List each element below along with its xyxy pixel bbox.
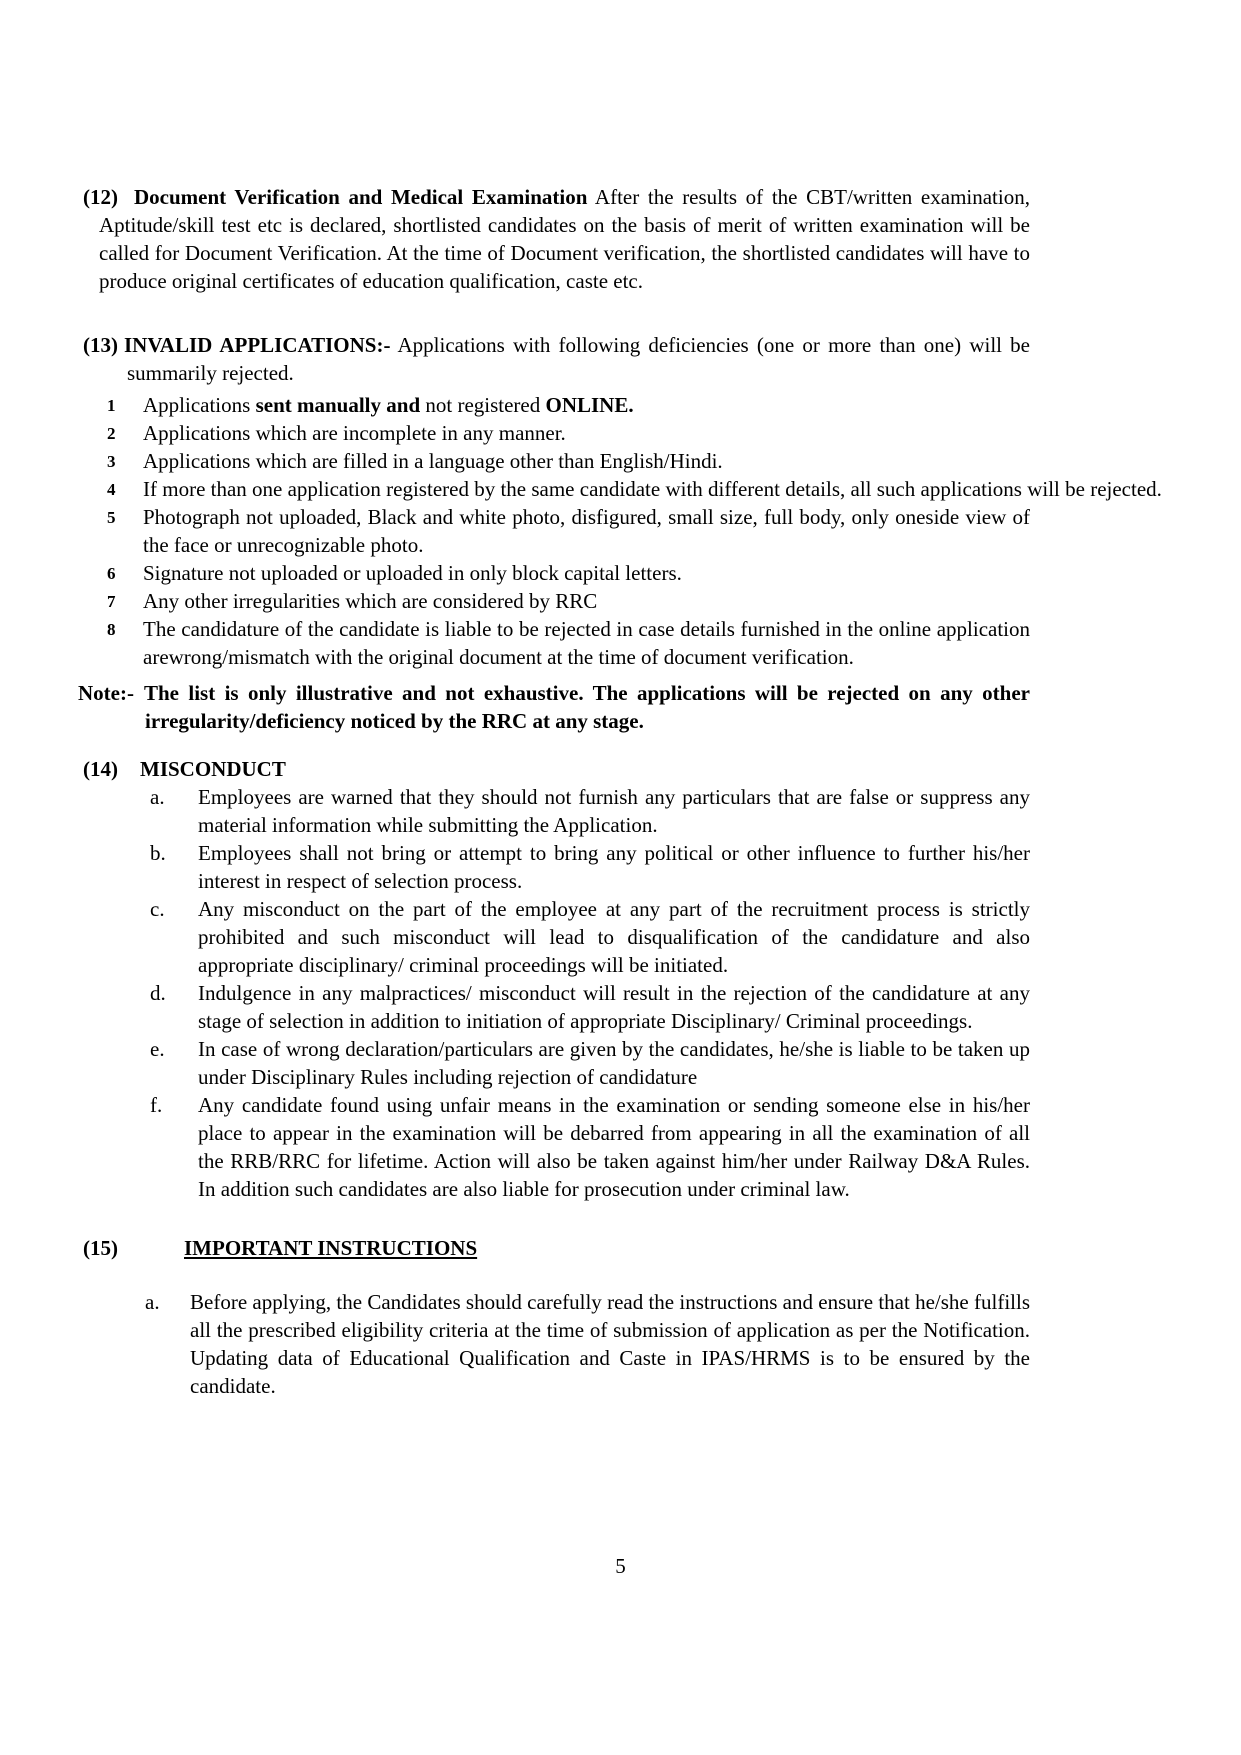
list-item-8-text: The candidature of the candidate is liable to be rejected in case details furnished in the online application arewrong/mismatch with the original document at the time of document verification. xyxy=(143,617,1030,669)
misconduct-item-d-text: Indulgence in any malpractices/ misconduct will result in the rejection of the candidature at any stage of selection in addition to initiation of appropriate Disciplinary/ Criminal proceedings. xyxy=(198,981,1030,1033)
misconduct-item-f xyxy=(150,1091,1030,1203)
section-13-paragraph xyxy=(68,331,1030,387)
misconduct-item-b-letter: b. xyxy=(150,841,166,865)
list-item-1-text: Applications xyxy=(143,393,256,417)
list-item-2 xyxy=(105,419,1030,447)
list-item-8 xyxy=(105,615,1030,671)
list-item-3 xyxy=(105,447,1030,475)
misconduct-item-d-letter: d. xyxy=(150,981,166,1005)
misconduct-item-c-text: Any misconduct on the part of the employee at any part of the recruitment process is strictly prohibited and such misconduct will lead to disqualification of the candidature and also appropriate disciplinary/ criminal proceedings will be initiated. xyxy=(198,897,1030,977)
section-12-title: Document Verification and Medical Examination xyxy=(134,185,588,209)
instruction-item-a-text: Before applying, the Candidates should carefully read the instructions and ensure that he/she fulfills all the prescribed eligibility criteria at the time of submission of application as per the Notification. Updating data of Educational Qualification and Caste in IPAS/HRMS is to be ensured by the candidate. xyxy=(190,1290,1030,1398)
list-item-2-number: 2 xyxy=(107,424,116,443)
list-item-7-text: Any other irregularities which are considered by RRC xyxy=(143,589,598,613)
section-14-heading xyxy=(83,755,1030,783)
section-15-title: IMPORTANT INSTRUCTIONS xyxy=(184,1236,478,1260)
list-item-7-number: 7 xyxy=(107,592,116,611)
list-item-1 xyxy=(105,391,1030,419)
note-label: Note:- xyxy=(78,681,134,705)
list-item-5-text: Photograph not uploaded, Black and white photo, disfigured, small size, full body, only oneside view of the face or unrecognizable photo. xyxy=(143,505,1030,557)
misconduct-item-d xyxy=(150,979,1030,1035)
misconduct-item-a xyxy=(150,783,1030,839)
list-item-3-number: 3 xyxy=(107,452,116,471)
list-item-4-text: If more than one application registered by the same candidate with different details, all such applications will be rejected. xyxy=(143,477,1162,501)
section-14-number: (14) xyxy=(83,757,118,781)
list-item-5 xyxy=(105,503,1030,559)
misconduct-item-a-text: Employees are warned that they should not furnish any particulars that are false or suppress any material information while submitting the Application. xyxy=(198,785,1030,837)
misconduct-item-b xyxy=(150,839,1030,895)
misconduct-item-f-text: Any candidate found using unfair means in the examination or sending someone else in his/her place to appear in the examination will be debarred from appearing in all the examination of all the RRB/RRC for lifetime. Action will also be taken against him/her under Railway D&A Rules. In addition such candidates are also liable for prosecution under criminal law. xyxy=(198,1093,1030,1201)
section-15-number: (15) xyxy=(83,1236,118,1260)
document-page xyxy=(68,183,1162,1400)
section-12-paragraph xyxy=(68,183,1030,295)
list-item-4-number: 4 xyxy=(107,480,116,499)
note-paragraph xyxy=(78,679,1030,735)
list-item-1-text-mid: not registered xyxy=(420,393,546,417)
misconduct-item-c xyxy=(150,895,1030,979)
section-12-number: (12) xyxy=(83,185,118,209)
list-item-5-number: 5 xyxy=(107,508,116,527)
instruction-item-a xyxy=(145,1288,1030,1400)
misconduct-item-a-letter: a. xyxy=(150,785,165,809)
list-item-7 xyxy=(105,587,1030,615)
section-13-number: (13) xyxy=(83,333,118,357)
misconduct-item-e-letter: e. xyxy=(150,1037,165,1061)
section-13-intro: Applications with following deficiencies (one or more than one) will be summarily rejected. xyxy=(127,333,1031,385)
list-item-6 xyxy=(105,559,1030,587)
misconduct-item-f-letter: f. xyxy=(150,1093,163,1117)
section-13-title: INVALID APPLICATIONS:- xyxy=(124,333,391,357)
list-item-1-number: 1 xyxy=(107,396,116,415)
list-item-1-bold-1: sent manually and xyxy=(255,393,421,417)
list-item-6-text: Signature not uploaded or uploaded in only block capital letters. xyxy=(143,561,682,585)
list-item-8-number: 8 xyxy=(107,620,116,639)
invalid-applications-list xyxy=(105,391,1162,671)
note-text: The list is only illustrative and not exhaustive. The applications will be rejected on any other irregularity/deficiency noticed by the RRC at any stage. xyxy=(143,681,1030,733)
list-item-4 xyxy=(105,475,1205,503)
list-item-2-text: Applications which are incomplete in any manner. xyxy=(143,421,566,445)
misconduct-item-c-letter: c. xyxy=(150,897,165,921)
list-item-6-number: 6 xyxy=(107,564,116,583)
list-item-1-bold-2: ONLINE. xyxy=(545,393,634,417)
section-14-title: MISCONDUCT xyxy=(140,757,286,781)
section-15-heading xyxy=(83,1234,1030,1262)
page-number: 5 xyxy=(615,1554,626,1578)
misconduct-item-e xyxy=(150,1035,1030,1091)
important-instructions-list xyxy=(145,1288,1030,1400)
list-item-3-text: Applications which are filled in a language other than English/Hindi. xyxy=(143,449,723,473)
misconduct-item-e-text: In case of wrong declaration/particulars are given by the candidates, he/she is liable to be taken up under Disciplinary Rules including rejection of candidature xyxy=(198,1037,1030,1089)
misconduct-list xyxy=(150,783,1030,1203)
section-12-body: After the results of the CBT/written examination, Aptitude/skill test etc is declared, shortlisted candidates on the basis of merit of written examination will be called for Document Verification. At the time of Document verification, the shortlisted candidates will have to produce original certificates of education qualification, caste etc. xyxy=(99,185,1030,293)
instruction-item-a-letter: a. xyxy=(145,1290,160,1314)
misconduct-item-b-text: Employees shall not bring or attempt to bring any political or other influence to further his/her interest in respect of selection process. xyxy=(198,841,1030,893)
